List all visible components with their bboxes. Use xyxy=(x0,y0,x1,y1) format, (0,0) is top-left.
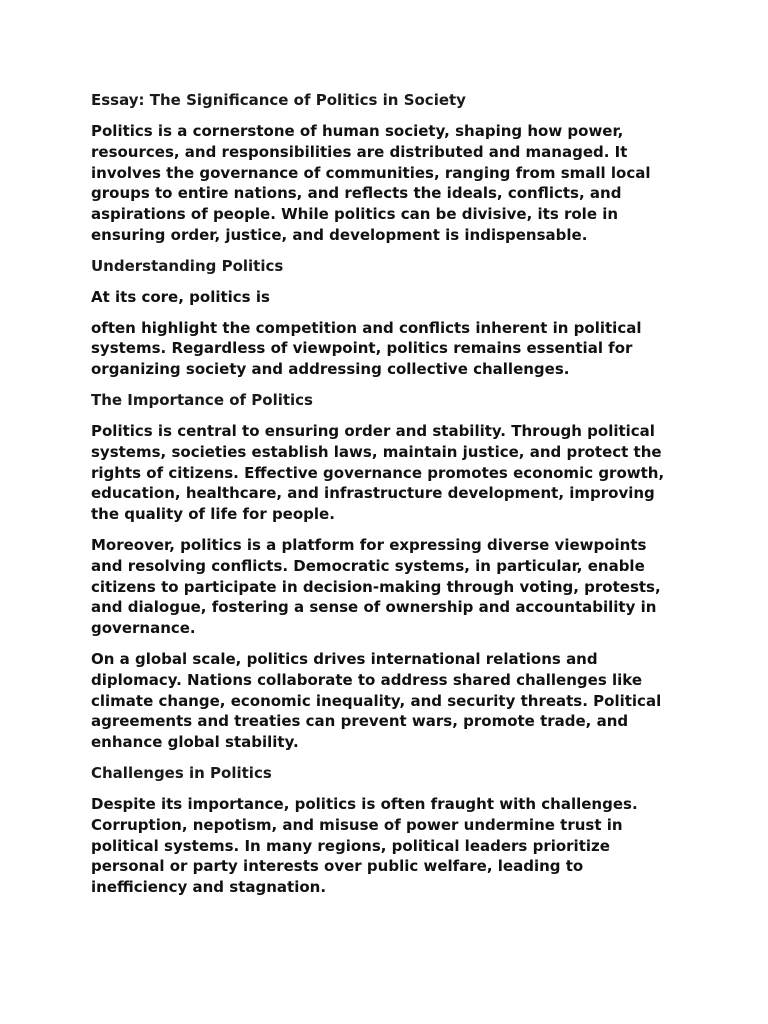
heading-importance-of-politics: The Importance of Politics xyxy=(91,390,313,409)
paragraph-challenges: Despite its importance, politics is often fraught with challenges. Corruption, nepotism, and misuse of power undermine trust in political systems. In many regions, political leaders prioritize personal or party interests over public welfare, leading to inefficiency and stagnation. xyxy=(91,794,638,897)
paragraph-at-its-core: At its core, politics is xyxy=(91,287,270,306)
paragraph-intro: Politics is a cornerstone of human society, shaping how power, resources, and responsibilities are distributed and managed. It involves the governance of communities, ranging from small local groups to entire nations, and reflects the ideals, conflicts, and aspirations of people. While politics can be divisive, its role in ensuring order, justice, and development is indispensable. xyxy=(91,122,651,244)
heading-challenges-in-politics: Challenges in Politics xyxy=(91,763,272,782)
paragraph-viewpoints: often highlight the competition and conflicts inherent in political systems. Regardless of viewpoint, politics remains essential for organizing society and addressing collective challenges. xyxy=(91,318,642,379)
essay-title: Essay: The Significance of Politics in Society xyxy=(91,91,466,109)
paragraph-diverse-viewpoints: Moreover, politics is a platform for expressing diverse viewpoints and resolving conflicts. Democratic systems, in particular, enable citizens to participate in decision-making through voting, protests, and dialogue, fostering a sense of ownership and accountability in governance. xyxy=(91,535,661,638)
paragraph-global-scale: On a global scale, politics drives international relations and diplomacy. Nations collaborate to address shared challenges like climate change, economic inequality, and security threats. Political agreements and treaties can prevent wars, promote trade, and enhance global stability. xyxy=(91,649,662,752)
paragraph-order-stability: Politics is central to ensuring order and stability. Through political systems, societies establish laws, maintain justice, and protect the rights of citizens. Effective governance promotes economic growth, education, healthcare, and infrastructure development, improving the quality of life for people. xyxy=(91,421,665,524)
heading-understanding-politics: Understanding Politics xyxy=(91,256,284,275)
document-page xyxy=(91,90,681,908)
